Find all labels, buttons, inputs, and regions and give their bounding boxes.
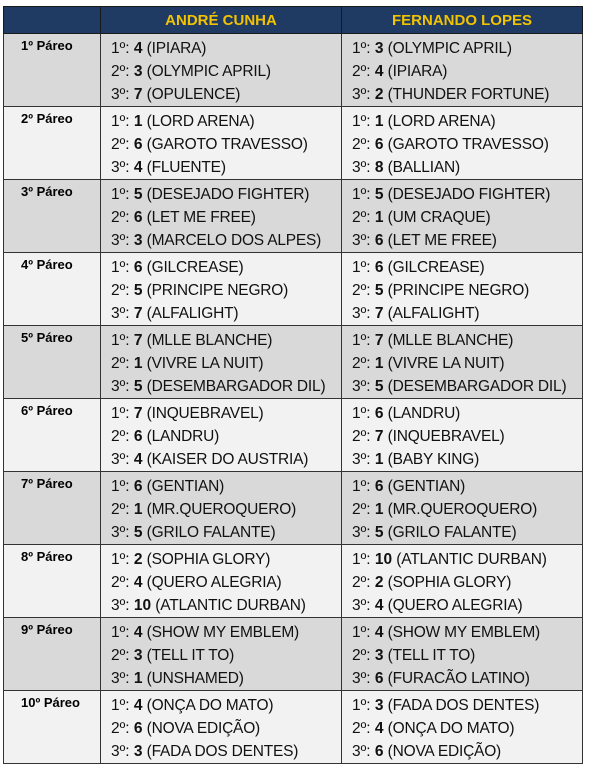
pick-position: 2º: — [352, 136, 375, 153]
pick-horse-name: (SHOW MY EMBLEM) — [142, 624, 300, 641]
pick-horse-name: (FADA DOS DENTES) — [142, 743, 299, 760]
pick-line — [111, 183, 341, 206]
pick-horse-name: (OPULENCE) — [142, 86, 241, 103]
race-label: 3º Páreo — [4, 180, 101, 253]
pick-horse-number: 4 — [374, 63, 384, 80]
pick-position: 1º: — [111, 40, 134, 57]
pick-position: 3º: — [111, 451, 134, 468]
pick-line — [111, 571, 341, 594]
pick-position: 2º: — [352, 282, 375, 299]
pick-horse-number: 1 — [374, 113, 384, 130]
pick-position: 3º: — [352, 159, 375, 176]
race-label: 9º Páreo — [4, 618, 101, 691]
pick-horse-name: (MR.QUEROQUERO) — [142, 501, 297, 518]
pick-horse-number: 6 — [374, 405, 384, 422]
pick-horse-name: (MR.QUEROQUERO) — [383, 501, 538, 518]
pick-line — [352, 83, 582, 106]
pick-line — [352, 375, 582, 398]
pick-horse-name: (LET ME FREE) — [142, 209, 256, 226]
pick-line — [352, 475, 582, 498]
pick-horse-name: (NOVA EDIÇÃO) — [383, 743, 502, 760]
pick-horse-name: (QUERO ALEGRIA) — [142, 574, 282, 591]
pick-line — [352, 448, 582, 471]
pick-position: 3º: — [352, 305, 375, 322]
pick-line — [111, 521, 341, 544]
pick-line — [352, 229, 582, 252]
pick-line — [111, 402, 341, 425]
pick-horse-number: 8 — [374, 159, 384, 176]
header-row — [4, 7, 583, 34]
pick-line — [352, 279, 582, 302]
pick-horse-number: 6 — [133, 428, 143, 445]
pick-line — [111, 37, 341, 60]
pick-horse-number: 7 — [133, 305, 143, 322]
pick-position: 2º: — [111, 136, 134, 153]
race-row — [4, 107, 583, 180]
fernando-lopes-picks — [342, 399, 583, 472]
pick-horse-name: (LET ME FREE) — [383, 232, 497, 249]
pick-horse-name: (GILCREASE) — [142, 259, 244, 276]
pick-horse-number: 6 — [133, 720, 143, 737]
pick-horse-number: 6 — [133, 209, 143, 226]
pick-horse-name: (LANDRU) — [383, 405, 461, 422]
pick-position: 3º: — [352, 743, 375, 760]
pick-horse-number: 4 — [374, 597, 384, 614]
pick-line — [111, 110, 341, 133]
pick-horse-name: (TELL IT TO) — [383, 647, 476, 664]
pick-horse-name: (OLYMPIC APRIL) — [142, 63, 271, 80]
pick-position: 1º: — [352, 551, 375, 568]
race-row — [4, 180, 583, 253]
pick-position: 3º: — [352, 86, 375, 103]
pick-horse-number: 4 — [133, 574, 143, 591]
pick-horse-name: (UM CRAQUE) — [383, 209, 491, 226]
pick-horse-number: 1 — [374, 451, 384, 468]
tips-table — [3, 6, 583, 764]
header-fernando-lopes: FERNANDO LOPES — [342, 7, 583, 34]
pick-horse-number: 4 — [133, 624, 143, 641]
pick-line — [352, 694, 582, 717]
race-row — [4, 472, 583, 545]
pick-horse-number: 7 — [133, 86, 143, 103]
pick-horse-number: 6 — [374, 478, 384, 495]
pick-position: 3º: — [111, 159, 134, 176]
pick-position: 1º: — [111, 113, 134, 130]
pick-horse-name: (KAISER DO AUSTRIA) — [142, 451, 309, 468]
pick-position: 1º: — [352, 186, 375, 203]
andre-cunha-picks — [101, 618, 342, 691]
pick-line — [352, 302, 582, 325]
pick-position: 3º: — [111, 378, 134, 395]
pick-horse-number: 1 — [133, 355, 143, 372]
table-header — [4, 7, 583, 34]
pick-horse-number: 5 — [374, 282, 384, 299]
pick-line — [111, 352, 341, 375]
pick-horse-name: (GRILO FALANTE) — [142, 524, 276, 541]
pick-horse-number: 6 — [374, 259, 384, 276]
pick-horse-number: 1 — [374, 355, 384, 372]
pick-line — [111, 133, 341, 156]
race-row — [4, 34, 583, 107]
pick-line — [111, 644, 341, 667]
pick-horse-number: 7 — [133, 405, 143, 422]
pick-line — [111, 83, 341, 106]
pick-horse-number: 10 — [374, 551, 393, 568]
pick-horse-number: 5 — [133, 524, 143, 541]
fernando-lopes-picks — [342, 618, 583, 691]
pick-horse-number: 4 — [133, 40, 143, 57]
pick-position: 1º: — [111, 186, 134, 203]
pick-position: 2º: — [352, 209, 375, 226]
andre-cunha-picks — [101, 180, 342, 253]
pick-position: 2º: — [111, 428, 134, 445]
pick-line — [111, 448, 341, 471]
pick-horse-number: 6 — [374, 743, 384, 760]
pick-position: 2º: — [352, 428, 375, 445]
pick-horse-name: (IPIARA) — [383, 63, 448, 80]
pick-line — [111, 60, 341, 83]
pick-horse-name: (PRINCIPE NEGRO) — [383, 282, 530, 299]
pick-horse-name: (DESEJADO FIGHTER) — [142, 186, 310, 203]
pick-horse-name: (SHOW MY EMBLEM) — [383, 624, 541, 641]
race-label: 4º Páreo — [4, 253, 101, 326]
pick-horse-number: 7 — [133, 332, 143, 349]
race-row — [4, 399, 583, 472]
pick-line — [352, 425, 582, 448]
pick-line — [111, 279, 341, 302]
pick-position: 3º: — [111, 305, 134, 322]
pick-horse-name: (GRILO FALANTE) — [383, 524, 517, 541]
pick-horse-number: 2 — [374, 574, 384, 591]
pick-line — [111, 256, 341, 279]
pick-horse-number: 4 — [133, 451, 143, 468]
pick-horse-name: (ONÇA DO MATO) — [383, 720, 515, 737]
pick-horse-number: 1 — [133, 501, 143, 518]
fernando-lopes-picks — [342, 34, 583, 107]
pick-position: 1º: — [352, 697, 375, 714]
pick-horse-name: (ATLANTIC DURBAN) — [392, 551, 547, 568]
pick-horse-number: 10 — [133, 597, 152, 614]
pick-horse-number: 5 — [374, 186, 384, 203]
pick-line — [352, 156, 582, 179]
pick-horse-name: (ALFALIGHT) — [383, 305, 480, 322]
pick-horse-name: (SOPHIA GLORY) — [142, 551, 271, 568]
pick-position: 2º: — [111, 501, 134, 518]
pick-position: 2º: — [111, 355, 134, 372]
pick-horse-number: 3 — [374, 697, 384, 714]
pick-line — [352, 133, 582, 156]
pick-position: 2º: — [111, 720, 134, 737]
pick-horse-name: (NOVA EDIÇÃO) — [142, 720, 261, 737]
pick-horse-number: 5 — [133, 378, 143, 395]
pick-position: 1º: — [352, 113, 375, 130]
pick-horse-name: (ATLANTIC DURBAN) — [151, 597, 306, 614]
pick-position: 1º: — [111, 332, 134, 349]
pick-position: 2º: — [352, 355, 375, 372]
header-andre-cunha: ANDRÉ CUNHA — [101, 7, 342, 34]
pick-horse-name: (ONÇA DO MATO) — [142, 697, 274, 714]
pick-position: 1º: — [111, 259, 134, 276]
pick-horse-name: (GAROTO TRAVESSO) — [383, 136, 549, 153]
pick-line — [352, 548, 582, 571]
fernando-lopes-picks — [342, 545, 583, 618]
pick-horse-name: (QUERO ALEGRIA) — [383, 597, 523, 614]
pick-position: 3º: — [352, 232, 375, 249]
pick-horse-number: 2 — [133, 551, 143, 568]
pick-horse-name: (GENTIAN) — [142, 478, 225, 495]
pick-line — [111, 425, 341, 448]
pick-position: 2º: — [352, 647, 375, 664]
andre-cunha-picks — [101, 691, 342, 764]
pick-horse-name: (DESEJADO FIGHTER) — [383, 186, 551, 203]
pick-horse-name: (LORD ARENA) — [142, 113, 255, 130]
pick-line — [111, 498, 341, 521]
pick-line — [352, 256, 582, 279]
fernando-lopes-picks — [342, 180, 583, 253]
pick-horse-number: 6 — [133, 136, 143, 153]
pick-line — [352, 667, 582, 690]
race-label: 7º Páreo — [4, 472, 101, 545]
pick-horse-number: 6 — [374, 232, 384, 249]
pick-line — [352, 37, 582, 60]
pick-line — [111, 667, 341, 690]
pick-horse-name: (INQUEBRAVEL) — [383, 428, 505, 445]
pick-horse-name: (OLYMPIC APRIL) — [383, 40, 512, 57]
pick-horse-name: (PRINCIPE NEGRO) — [142, 282, 289, 299]
pick-position: 3º: — [352, 670, 375, 687]
pick-position: 1º: — [352, 624, 375, 641]
tips-sheet — [3, 6, 582, 764]
andre-cunha-picks — [101, 472, 342, 545]
pick-line — [111, 229, 341, 252]
pick-position: 2º: — [111, 63, 134, 80]
fernando-lopes-picks — [342, 253, 583, 326]
andre-cunha-picks — [101, 253, 342, 326]
pick-horse-number: 1 — [133, 670, 143, 687]
pick-horse-name: (FLUENTE) — [142, 159, 226, 176]
pick-horse-number: 1 — [374, 501, 384, 518]
pick-line — [352, 183, 582, 206]
pick-line — [352, 206, 582, 229]
race-label: 1º Páreo — [4, 34, 101, 107]
pick-horse-number: 1 — [374, 209, 384, 226]
pick-horse-name: (GENTIAN) — [383, 478, 466, 495]
pick-position: 1º: — [111, 697, 134, 714]
pick-horse-number: 3 — [133, 232, 143, 249]
header-corner-cell — [4, 7, 101, 34]
pick-horse-number: 6 — [133, 259, 143, 276]
pick-horse-number: 7 — [374, 305, 384, 322]
pick-horse-number: 3 — [133, 647, 143, 664]
pick-line — [352, 740, 582, 763]
pick-horse-name: (MLLE BLANCHE) — [383, 332, 514, 349]
pick-position: 3º: — [111, 86, 134, 103]
pick-horse-number: 3 — [133, 743, 143, 760]
race-label: 2º Páreo — [4, 107, 101, 180]
pick-horse-number: 4 — [374, 720, 384, 737]
pick-position: 2º: — [352, 63, 375, 80]
pick-line — [111, 594, 341, 617]
andre-cunha-picks — [101, 399, 342, 472]
race-row — [4, 618, 583, 691]
pick-line — [352, 110, 582, 133]
pick-position: 3º: — [111, 232, 134, 249]
pick-horse-name: (ALFALIGHT) — [142, 305, 239, 322]
pick-position: 1º: — [352, 259, 375, 276]
fernando-lopes-picks — [342, 691, 583, 764]
pick-position: 2º: — [352, 574, 375, 591]
pick-position: 1º: — [111, 478, 134, 495]
race-label: 6º Páreo — [4, 399, 101, 472]
pick-line — [352, 498, 582, 521]
pick-horse-name: (THUNDER FORTUNE) — [383, 86, 550, 103]
pick-position: 3º: — [352, 378, 375, 395]
pick-horse-number: 3 — [374, 647, 384, 664]
pick-line — [111, 156, 341, 179]
pick-position: 3º: — [352, 597, 375, 614]
race-row — [4, 253, 583, 326]
pick-horse-name: (MARCELO DOS ALPES) — [142, 232, 322, 249]
andre-cunha-picks — [101, 326, 342, 399]
pick-position: 2º: — [352, 501, 375, 518]
pick-position: 3º: — [111, 524, 134, 541]
race-label: 8º Páreo — [4, 545, 101, 618]
pick-line — [111, 694, 341, 717]
pick-line — [111, 548, 341, 571]
pick-position: 1º: — [111, 624, 134, 641]
pick-horse-name: (IPIARA) — [142, 40, 207, 57]
pick-position: 1º: — [352, 478, 375, 495]
fernando-lopes-picks — [342, 472, 583, 545]
pick-horse-name: (TELL IT TO) — [142, 647, 235, 664]
pick-line — [352, 60, 582, 83]
pick-position: 2º: — [111, 647, 134, 664]
pick-position: 3º: — [111, 743, 134, 760]
pick-position: 3º: — [111, 670, 134, 687]
pick-horse-name: (FURACÃO LATINO) — [383, 670, 530, 687]
pick-horse-number: 6 — [374, 670, 384, 687]
fernando-lopes-picks — [342, 107, 583, 180]
pick-position: 2º: — [111, 574, 134, 591]
andre-cunha-picks — [101, 107, 342, 180]
pick-horse-number: 7 — [374, 332, 384, 349]
table-body — [4, 34, 583, 764]
pick-line — [111, 302, 341, 325]
pick-horse-number: 4 — [133, 159, 143, 176]
pick-position: 1º: — [352, 40, 375, 57]
pick-position: 3º: — [352, 524, 375, 541]
pick-position: 2º: — [111, 209, 134, 226]
race-label: 5º Páreo — [4, 326, 101, 399]
pick-horse-number: 4 — [133, 697, 143, 714]
pick-horse-number: 3 — [133, 63, 143, 80]
pick-position: 1º: — [111, 551, 134, 568]
pick-horse-name: (SOPHIA GLORY) — [383, 574, 512, 591]
andre-cunha-picks — [101, 545, 342, 618]
pick-horse-number: 5 — [133, 186, 143, 203]
pick-horse-name: (FADA DOS DENTES) — [383, 697, 540, 714]
pick-horse-number: 5 — [374, 524, 384, 541]
pick-position: 2º: — [111, 282, 134, 299]
pick-position: 3º: — [352, 451, 375, 468]
pick-line — [111, 206, 341, 229]
pick-horse-name: (BABY KING) — [383, 451, 480, 468]
pick-line — [352, 621, 582, 644]
pick-horse-name: (LORD ARENA) — [383, 113, 496, 130]
pick-horse-name: (MLLE BLANCHE) — [142, 332, 273, 349]
pick-line — [352, 521, 582, 544]
pick-horse-name: (GILCREASE) — [383, 259, 485, 276]
pick-horse-name: (GAROTO TRAVESSO) — [142, 136, 308, 153]
pick-horse-number: 5 — [374, 378, 384, 395]
pick-horse-number: 7 — [374, 428, 384, 445]
pick-horse-number: 2 — [374, 86, 384, 103]
pick-horse-number: 3 — [374, 40, 384, 57]
pick-horse-number: 6 — [374, 136, 384, 153]
pick-line — [352, 571, 582, 594]
fernando-lopes-picks — [342, 326, 583, 399]
pick-line — [352, 644, 582, 667]
andre-cunha-picks — [101, 34, 342, 107]
pick-line — [111, 329, 341, 352]
pick-horse-name: (LANDRU) — [142, 428, 220, 445]
pick-line — [352, 329, 582, 352]
pick-position: 1º: — [111, 405, 134, 422]
pick-horse-name: (DESEMBARGADOR DIL) — [142, 378, 326, 395]
pick-position: 1º: — [352, 405, 375, 422]
pick-horse-number: 5 — [133, 282, 143, 299]
pick-horse-name: (VIVRE LA NUIT) — [142, 355, 264, 372]
pick-line — [111, 475, 341, 498]
pick-horse-name: (BALLIAN) — [383, 159, 460, 176]
pick-line — [111, 375, 341, 398]
pick-line — [352, 352, 582, 375]
pick-horse-name: (UNSHAMED) — [142, 670, 244, 687]
pick-horse-name: (VIVRE LA NUIT) — [383, 355, 505, 372]
race-row — [4, 545, 583, 618]
pick-horse-number: 6 — [133, 478, 143, 495]
pick-position: 1º: — [352, 332, 375, 349]
race-label: 10º Páreo — [4, 691, 101, 764]
pick-horse-number: 4 — [374, 624, 384, 641]
pick-horse-name: (DESEMBARGADOR DIL) — [383, 378, 567, 395]
pick-position: 3º: — [111, 597, 134, 614]
pick-line — [352, 402, 582, 425]
race-row — [4, 691, 583, 764]
pick-position: 2º: — [352, 720, 375, 737]
race-row — [4, 326, 583, 399]
pick-line — [352, 594, 582, 617]
pick-horse-number: 1 — [133, 113, 143, 130]
pick-line — [111, 621, 341, 644]
pick-line — [111, 740, 341, 763]
pick-horse-name: (INQUEBRAVEL) — [142, 405, 264, 422]
